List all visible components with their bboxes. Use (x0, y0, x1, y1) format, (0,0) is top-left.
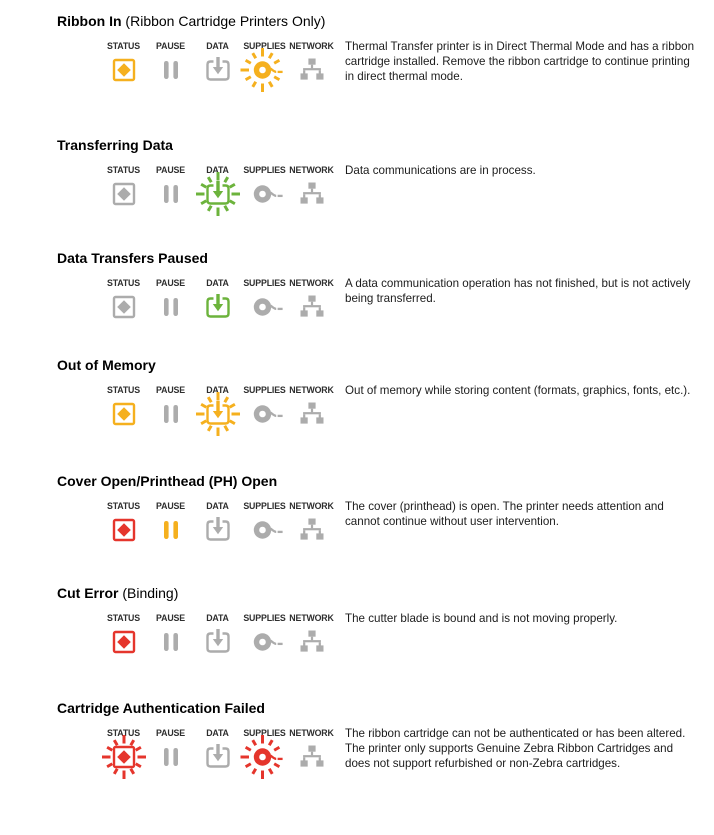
indicator-label: PAUSE (156, 278, 185, 288)
data-led-icon (194, 170, 242, 218)
indicator-strip (100, 42, 335, 94)
indicator-label: SUPPLIES (243, 613, 286, 623)
indicator-label: SUPPLIES (243, 728, 286, 738)
section-title-bold: Out of Memory (57, 357, 156, 373)
indicator-label: NETWORK (289, 278, 334, 288)
indicator-label: PAUSE (156, 41, 185, 51)
indicator-label: NETWORK (289, 385, 334, 395)
pause-led-icon (147, 283, 195, 331)
network-led-icon (288, 170, 336, 218)
indicator-strip (100, 166, 335, 218)
indicator (100, 729, 147, 781)
indicator (194, 729, 241, 781)
supplies-led-icon (241, 283, 289, 331)
indicator-strip (100, 502, 335, 554)
indicator-label: DATA (206, 613, 229, 623)
indicator (288, 614, 335, 666)
status-led-icon (100, 390, 148, 438)
section-title (57, 137, 173, 153)
indicator-strip (100, 729, 335, 781)
pause-led-icon (147, 390, 195, 438)
indicator (194, 502, 241, 554)
section-description: Data communications are in process. (345, 164, 536, 177)
indicator-label: PAUSE (156, 165, 185, 175)
section-description: A data communication operation has not finished, but is not actively being transferred. (345, 277, 691, 306)
indicator-label: DATA (206, 385, 229, 395)
status-led-icon (100, 733, 148, 781)
section-title-bold: Transferring Data (57, 137, 173, 153)
status-led-icon (100, 283, 148, 331)
indicator-label: STATUS (107, 385, 140, 395)
data-led-icon (194, 46, 242, 94)
supplies-led-icon (241, 46, 289, 94)
section-title (57, 700, 265, 716)
indicator (241, 42, 288, 94)
status-led-icon (100, 618, 148, 666)
indicator (147, 166, 194, 218)
section-title-bold: Cut Error (57, 585, 119, 601)
network-led-icon (288, 283, 336, 331)
data-led-icon (194, 506, 242, 554)
indicator-label: DATA (206, 728, 229, 738)
indicator (241, 729, 288, 781)
indicator-label: PAUSE (156, 385, 185, 395)
indicator-label: DATA (206, 501, 229, 511)
section-title (57, 13, 325, 29)
indicator-label: STATUS (107, 728, 140, 738)
network-led-icon (288, 733, 336, 781)
indicator (100, 502, 147, 554)
indicator (100, 279, 147, 331)
data-led-icon (194, 390, 242, 438)
indicator-label: SUPPLIES (243, 165, 286, 175)
pause-led-icon (147, 46, 195, 94)
indicator-label: NETWORK (289, 41, 334, 51)
indicator (147, 279, 194, 331)
indicator (288, 729, 335, 781)
supplies-led-icon (241, 733, 289, 781)
status-led-icon (100, 170, 148, 218)
indicator (194, 166, 241, 218)
data-led-icon (194, 618, 242, 666)
indicator (147, 42, 194, 94)
network-led-icon (288, 506, 336, 554)
indicator (147, 614, 194, 666)
indicator-label: DATA (206, 278, 229, 288)
pause-led-icon (147, 506, 195, 554)
indicator (288, 42, 335, 94)
section-description: Thermal Transfer printer is in Direct Thermal Mode and has a ribbon cartridge installed. Remove the ribbon cartridge to continue printing in direct thermal mode. (345, 40, 695, 84)
indicator-label: STATUS (107, 501, 140, 511)
indicator (288, 279, 335, 331)
pause-led-icon (147, 733, 195, 781)
indicator (100, 166, 147, 218)
supplies-led-icon (241, 390, 289, 438)
indicator-label: NETWORK (289, 728, 334, 738)
indicator-label: STATUS (107, 41, 140, 51)
indicator-label: DATA (206, 41, 229, 51)
pause-led-icon (147, 618, 195, 666)
indicator (288, 166, 335, 218)
section-title-qualifier: (Binding) (118, 585, 179, 601)
indicator (194, 614, 241, 666)
indicator-label: NETWORK (289, 165, 334, 175)
section-title-bold: Data Transfers Paused (57, 250, 208, 266)
section-description: The ribbon cartridge can not be authenticated or has been altered. The printer only supports Genuine Zebra Ribbon Cartridges and does not support refurbished or non-Zebra cartridges. (345, 727, 686, 771)
section-title-bold: Cartridge Authentication Failed (57, 700, 265, 716)
supplies-led-icon (241, 618, 289, 666)
indicator-label: STATUS (107, 165, 140, 175)
section-title (57, 585, 178, 601)
indicator-label: DATA (206, 165, 229, 175)
section-title-bold: Cover Open/Printhead (PH) Open (57, 473, 278, 489)
indicator (194, 42, 241, 94)
data-led-icon (194, 733, 242, 781)
section-title (57, 250, 208, 266)
section-title (57, 473, 277, 489)
indicator (241, 279, 288, 331)
indicator (241, 502, 288, 554)
network-led-icon (288, 46, 336, 94)
indicator (194, 279, 241, 331)
pause-led-icon (147, 170, 195, 218)
indicator-label: SUPPLIES (243, 41, 286, 51)
indicator (100, 386, 147, 438)
status-led-icon (100, 46, 148, 94)
status-led-icon (100, 506, 148, 554)
supplies-led-icon (241, 506, 289, 554)
indicator-strip (100, 386, 335, 438)
indicator (241, 166, 288, 218)
indicator-label: STATUS (107, 278, 140, 288)
indicator (288, 502, 335, 554)
indicator (147, 502, 194, 554)
indicator-label: PAUSE (156, 613, 185, 623)
indicator (100, 614, 147, 666)
indicator-label: PAUSE (156, 728, 185, 738)
section-title (57, 357, 156, 373)
indicator (100, 42, 147, 94)
section-title-qualifier: (Ribbon Cartridge Printers Only) (121, 13, 326, 29)
section-description: The cover (printhead) is open. The printer needs attention and cannot continue without user intervention. (345, 500, 664, 529)
indicator (194, 386, 241, 438)
indicator-label: PAUSE (156, 501, 185, 511)
indicator-strip (100, 614, 335, 666)
indicator-label: SUPPLIES (243, 278, 286, 288)
indicator-label: SUPPLIES (243, 385, 286, 395)
indicator (147, 729, 194, 781)
indicator (147, 386, 194, 438)
indicator-label: NETWORK (289, 613, 334, 623)
indicator-strip (100, 279, 335, 331)
supplies-led-icon (241, 170, 289, 218)
indicator (241, 386, 288, 438)
section-description: Out of memory while storing content (formats, graphics, fonts, etc.). (345, 384, 691, 397)
indicator (288, 386, 335, 438)
indicator-label: SUPPLIES (243, 501, 286, 511)
section-description: The cutter blade is bound and is not moving properly. (345, 612, 618, 625)
network-led-icon (288, 390, 336, 438)
indicator-label: STATUS (107, 613, 140, 623)
network-led-icon (288, 618, 336, 666)
section-title-bold: Ribbon In (57, 13, 122, 29)
indicator (241, 614, 288, 666)
indicator-label: NETWORK (289, 501, 334, 511)
data-led-icon (194, 283, 242, 331)
